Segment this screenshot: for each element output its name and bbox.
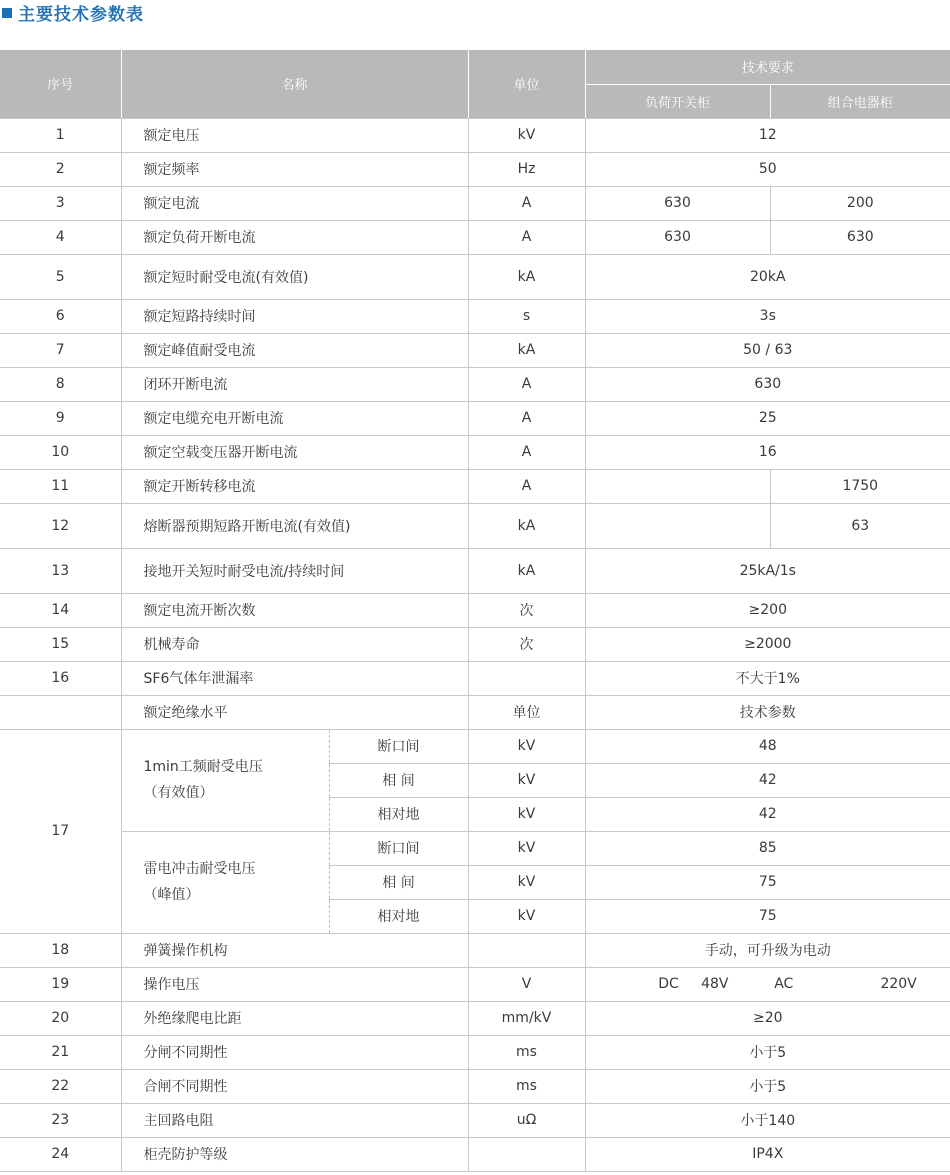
- insulation-group-name: [121, 729, 329, 831]
- row-unit: kV: [468, 797, 585, 831]
- table-row: [0, 333, 950, 367]
- row-value: 85: [585, 831, 950, 865]
- row-unit: [468, 1137, 585, 1171]
- row-unit: kV: [468, 118, 585, 152]
- row-value: 3s: [585, 299, 950, 333]
- row-value: 42: [585, 763, 950, 797]
- row-name: 额定电流: [121, 186, 468, 220]
- header-no: 序号: [0, 50, 121, 118]
- row-no: 17: [0, 729, 121, 933]
- insulation-title: 额定绝缘水平: [121, 695, 468, 729]
- voltage-ac-value: 220V: [880, 976, 917, 992]
- row-name: 额定空载变压器开断电流: [121, 435, 468, 469]
- row-no: 16: [0, 661, 121, 695]
- row-no: 19: [0, 967, 121, 1001]
- group-name-line1: 1min工频耐受电压: [143, 759, 263, 775]
- table-header-row: [0, 50, 950, 84]
- row-unit: kV: [468, 729, 585, 763]
- row-value: 75: [585, 865, 950, 899]
- group-name-line2: （有效值）: [143, 785, 214, 801]
- row-value: 小于5: [585, 1069, 950, 1103]
- page-title-text: 主要技术参数表: [18, 4, 144, 25]
- row-unit: mm/kV: [468, 1001, 585, 1035]
- row-no: 4: [0, 220, 121, 254]
- row-name: 弹簧操作机构: [121, 933, 468, 967]
- insulation-row: [0, 729, 950, 763]
- row-name: 接地开关短时耐受电流/持续时间: [121, 548, 468, 593]
- row-no: 15: [0, 627, 121, 661]
- row-no: 8: [0, 367, 121, 401]
- row-no: 23: [0, 1103, 121, 1137]
- table-row: [0, 661, 950, 695]
- voltage-dc-label: DC: [658, 976, 679, 992]
- table-row: [0, 401, 950, 435]
- voltage-dc-value: 48V: [701, 976, 729, 992]
- row-name: 操作电压: [121, 967, 468, 1001]
- row-value: 50 / 63: [585, 333, 950, 367]
- row-no: 5: [0, 254, 121, 299]
- row-unit: A: [468, 367, 585, 401]
- row-unit: uΩ: [468, 1103, 585, 1137]
- row-value: 12: [585, 118, 950, 152]
- row-name: 熔断器预期短路开断电流(有效值): [121, 503, 468, 548]
- table-row: [0, 1035, 950, 1069]
- page-title: [2, 2, 144, 25]
- table-row: [0, 186, 950, 220]
- table-row: [0, 1069, 950, 1103]
- table-row: [0, 367, 950, 401]
- insulation-item-label: 断口间: [329, 729, 468, 763]
- row-unit: V: [468, 967, 585, 1001]
- header-name: 名称: [121, 50, 468, 118]
- row-unit: A: [468, 435, 585, 469]
- row-no: 18: [0, 933, 121, 967]
- row-value: IP4X: [585, 1137, 950, 1171]
- voltage-ac-label: AC: [774, 976, 794, 992]
- row-unit: kV: [468, 899, 585, 933]
- row-unit: s: [468, 299, 585, 333]
- row-name: 额定频率: [121, 152, 468, 186]
- table-row: [0, 1137, 950, 1171]
- row-name: 外绝缘爬电比距: [121, 1001, 468, 1035]
- row-no: 1: [0, 118, 121, 152]
- row-value: ≥200: [585, 593, 950, 627]
- row-name: 额定短时耐受电流(有效值): [121, 254, 468, 299]
- group-name-line1: 雷电冲击耐受电压: [143, 861, 256, 877]
- group-name-line2: （峰值）: [143, 887, 200, 903]
- table-row: [0, 548, 950, 593]
- row-name: 额定电压: [121, 118, 468, 152]
- header-tech: 技术要求: [585, 50, 950, 84]
- row-unit: kV: [468, 831, 585, 865]
- table-row: [0, 254, 950, 299]
- row-value: 16: [585, 435, 950, 469]
- row-no-empty: [0, 695, 121, 729]
- row-no: 3: [0, 186, 121, 220]
- row-no: 12: [0, 503, 121, 548]
- row-value: 小于140: [585, 1103, 950, 1137]
- spec-table: [0, 50, 950, 1172]
- row-value-load-switch: 630: [585, 186, 770, 220]
- row-no: 9: [0, 401, 121, 435]
- header-unit: 单位: [468, 50, 585, 118]
- row-no: 7: [0, 333, 121, 367]
- table-row: [0, 220, 950, 254]
- row-unit: ms: [468, 1069, 585, 1103]
- row-no: 10: [0, 435, 121, 469]
- row-value: 手动，可升级为电动: [585, 933, 950, 967]
- table-row: [0, 1103, 950, 1137]
- row-no: 6: [0, 299, 121, 333]
- row-value-load-switch: [585, 503, 770, 548]
- table-row: [0, 1001, 950, 1035]
- insulation-item-label: 相对地: [329, 899, 468, 933]
- row-name: SF6气体年泄漏率: [121, 661, 468, 695]
- row-value-load-switch: [585, 469, 770, 503]
- row-no: 24: [0, 1137, 121, 1171]
- row-name: 额定峰值耐受电流: [121, 333, 468, 367]
- row-value: 630: [585, 367, 950, 401]
- insulation-item-label: 断口间: [329, 831, 468, 865]
- table-row: [0, 118, 950, 152]
- insulation-group-name: [121, 831, 329, 933]
- row-value: 25kA/1s: [585, 548, 950, 593]
- row-value-combined: 630: [770, 220, 950, 254]
- table-row: [0, 933, 950, 967]
- row-name: 主回路电阻: [121, 1103, 468, 1137]
- row-no: 21: [0, 1035, 121, 1069]
- row-no: 14: [0, 593, 121, 627]
- table-row: [0, 593, 950, 627]
- row-value: 50: [585, 152, 950, 186]
- row-unit: kV: [468, 763, 585, 797]
- table-row: [0, 435, 950, 469]
- row-unit: ms: [468, 1035, 585, 1069]
- header-load-switch: 负荷开关柜: [585, 84, 770, 118]
- row-name: 闭环开断电流: [121, 367, 468, 401]
- row-unit: 次: [468, 593, 585, 627]
- insulation-unit-label: 单位: [468, 695, 585, 729]
- row-no: 20: [0, 1001, 121, 1035]
- table-row: [0, 152, 950, 186]
- row-unit: kA: [468, 548, 585, 593]
- row-name: 合闸不同期性: [121, 1069, 468, 1103]
- insulation-item-label: 相对地: [329, 797, 468, 831]
- row-value: 20kA: [585, 254, 950, 299]
- row-unit: A: [468, 469, 585, 503]
- row-value-combined: 1750: [770, 469, 950, 503]
- insulation-value-label: 技术参数: [585, 695, 950, 729]
- row-no: 11: [0, 469, 121, 503]
- row-name: 额定电流开断次数: [121, 593, 468, 627]
- insulation-header-row: [0, 695, 950, 729]
- row-unit: Hz: [468, 152, 585, 186]
- row-value: 75: [585, 899, 950, 933]
- insulation-item-label: 相 间: [329, 865, 468, 899]
- table-row: [0, 627, 950, 661]
- row-unit: kA: [468, 254, 585, 299]
- row-value: 小于5: [585, 1035, 950, 1069]
- row-value-combined: 200: [770, 186, 950, 220]
- row-unit: kA: [468, 333, 585, 367]
- row-name: 机械寿命: [121, 627, 468, 661]
- row-value-combined: 63: [770, 503, 950, 548]
- row-unit: kA: [468, 503, 585, 548]
- row-name: 额定开断转移电流: [121, 469, 468, 503]
- table-row: [0, 469, 950, 503]
- row-name: 额定短路持续时间: [121, 299, 468, 333]
- insulation-item-label: 相 间: [329, 763, 468, 797]
- row-name: 额定电缆充电开断电流: [121, 401, 468, 435]
- row-unit: [468, 933, 585, 967]
- row-no: 13: [0, 548, 121, 593]
- table-row: [0, 299, 950, 333]
- table-row: [0, 967, 950, 1001]
- row-unit: 次: [468, 627, 585, 661]
- row-unit: A: [468, 401, 585, 435]
- row-name: 分闸不同期性: [121, 1035, 468, 1069]
- row-value: 48: [585, 729, 950, 763]
- insulation-row: [0, 831, 950, 865]
- row-unit: [468, 661, 585, 695]
- header-combined: 组合电器柜: [770, 84, 950, 118]
- row-value: ≥20: [585, 1001, 950, 1035]
- row-no: 2: [0, 152, 121, 186]
- title-square-icon: [2, 8, 12, 18]
- row-value: 不大于1%: [585, 661, 950, 695]
- row-unit: A: [468, 220, 585, 254]
- row-name: 柜壳防护等级: [121, 1137, 468, 1171]
- row-name: 额定负荷开断电流: [121, 220, 468, 254]
- row-value: ≥2000: [585, 627, 950, 661]
- row-unit: kV: [468, 865, 585, 899]
- table-row: [0, 503, 950, 548]
- operating-voltage-cell: [585, 967, 950, 1001]
- row-value: 25: [585, 401, 950, 435]
- row-no: 22: [0, 1069, 121, 1103]
- row-unit: A: [468, 186, 585, 220]
- row-value-load-switch: 630: [585, 220, 770, 254]
- row-value: 42: [585, 797, 950, 831]
